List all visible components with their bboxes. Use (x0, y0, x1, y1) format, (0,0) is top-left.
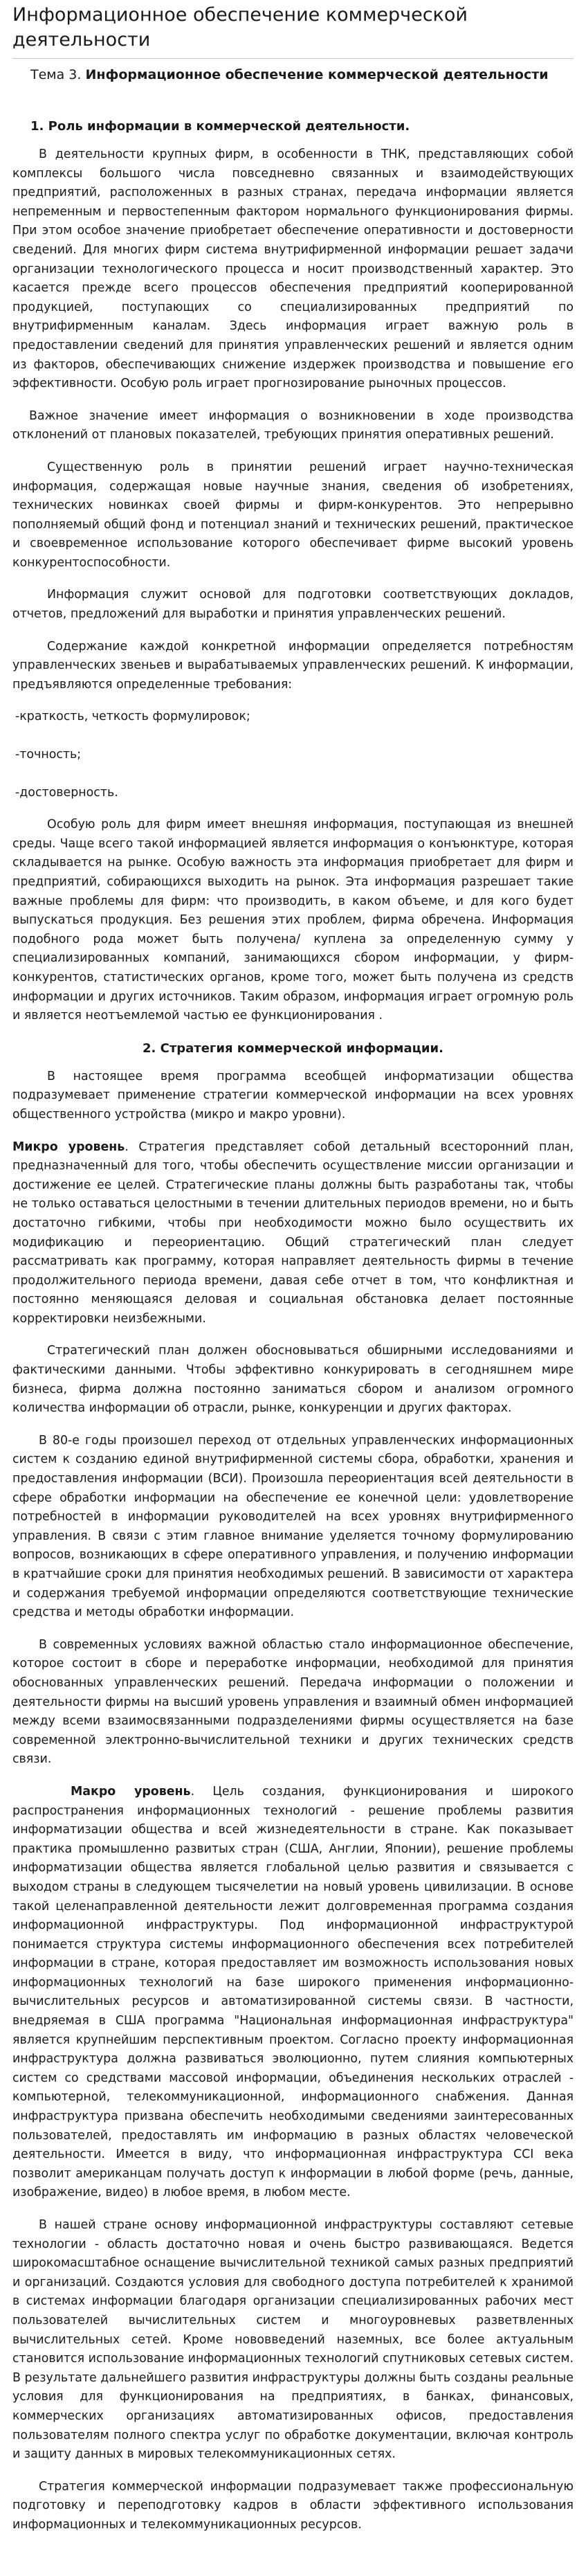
topic-prefix: Тема 3. (30, 67, 86, 82)
paragraph: Особую роль для фирм имеет внешняя информация, поступающая из внешней среды. Чаще всего такой информацией является информация о конъюнктуре, которая складывается на рынке. Особую важность эта информация приобретает для фирм и предприятий, собирающихся выходить на рынок. Эта информация разрешает такие важные проблемы для фирм: что производить, в каком объеме, и для кого будет выпускаться продукция. Без решения этих проблем, фирма обречена. Информация подобного рода может быть получена/ куплена за определенную сумму у специализированных компаний, занимающихся сбором информации, у фирм-конкурентов, статистических органов, кроме того, может быть получена из средств информации и других источников. Таким образом, информация играет огромную роль и является неотъемлемой частью ее функционирования . (12, 818, 574, 1023)
macro-level-term: Макро уровень (71, 1784, 191, 1799)
section-heading-2: 2. Стратегия коммерческой информации. (142, 1041, 443, 1056)
list-item: -краткость, четкость формулировок; (15, 710, 250, 724)
paragraph: В 80-е годы произошел переход от отдельных управленческих информационных систем к созданию единой внутрифирменной системы сбора, обработки, хранения и предоставления информации (ВСИ). Произошла переориентация всей деятельности в сфере обработки информации на обеспечение ее конечной цели: удовлетворение потребностей в информации руководителей на всех уровнях внутрифирменного управления. В связи с этим главное внимание уделяется точному формулированию вопросов, возникающих в сфере оперативного управления, и получению информации в кратчайшие сроки для принятия необходимых решений. В зависимости от характера и содержания требуемой информации определяются соответствующие технические средства и методы обработки информации. (12, 1433, 574, 1620)
topic-line (30, 66, 574, 84)
page-title: Информационное обеспечение коммерческой деятельности (12, 0, 574, 59)
paragraph: Стратегический план должен обосновываться обширными исследованиями и фактическими данными. Чтобы эффективно конкурировать в сегодняшнем мире бизнеса, фирма должна постоянно заниматься сбором и анализом огромного количества информации об отрасли, рынке, конкуренции и других факторах. (12, 1344, 574, 1416)
requirements-list (12, 708, 574, 802)
paragraph: Информация служит основой для подготовки соответствующих докладов, отчетов, предложений для выработки и принятия управленческих решений. (12, 588, 574, 622)
macro-level-text: . Цель создания, функционирования и широкого распространения информационных технологий - решение проблемы развития информатизации общества и всей жизнедеятельности в стране. Как показывает практика промышленно развитых стран (США, Англии, Японии), решение проблемы информатизации общества является глобальной целью развития и связывается с выходом страны в следующем тысячелетии на новый уровень цивилизации. В основе такой целенаправленной деятельности лежит долговременная программа создания информационной инфраструктуры. Под информационной инфраструктурой понимается структура системы информационного обеспечения всех потребителей информации в стране, которая предоставляет им возможность использования новых информационных технологий на базе широкого применения информационно-вычислительных ресурсов и автоматизированной системы связи. В частности, внедряемая в США программа "Национальная информационная инфраструктура" является крупнейшим перспективным проектом. Согласно проекту информационная инфраструктура должна развиваться эволюционно, путем слияния компьютерных систем со средствами массовой информации, объединения нескольких отраслей - компьютерной, телекоммуникационной, информационного снабжения. Данная инфраструктура призвана обеспечить необходимыми сведениями заинтересованных пользователей, предоставлять им информацию в разных областях человеческой деятельности. Имеется в виду, что информационная инфраструктура CCI века позволит американцам получать доступ к информации в любой форме (речь, данные, изображение, видео) в любое время, в любом месте. (12, 1784, 574, 2200)
paragraph: Важное значение имеет информация о возникновении в ходе производства отклонений от плановых показателей, требующих принятия оперативных решений. (12, 408, 574, 442)
section-heading-1: 1. Роль информации в коммерческой деятельности. (30, 119, 410, 134)
topic-title: Информационное обеспечение коммерческой деятельности (85, 67, 549, 82)
paragraph-micro-level (12, 1138, 574, 1329)
list-item: -точность; (15, 748, 82, 762)
paragraph: В деятельности крупных фирм, в особенности в ТНК, представляющих собой комплексы большого числа повседневно связанных и взаимодействующих предприятий, расположенных в разных странах, передача информации является непременным и первостепенным фактором нормального функционирования фирмы. При этом особое значение приобретает обеспечение оперативности и достоверности сведений. Для многих фирм система внутрифирменной информации решает задачи организации технологического процесса и носит производственный характер. Это касается прежде всего процессов обеспечения предприятий кооперированной продукцией, поступающих со специализированных предприятий по внутрифирменным каналам. Здесь информация играет важную роль в предоставлении сведений для принятия управленческих решений и является одним из факторов, обеспечивающих снижение издержек производства и повышение его эффективности. Особую роль играет прогнозирование рыночных процессов. (12, 147, 574, 391)
list-item: -достоверность. (15, 785, 118, 800)
paragraph: Содержание каждой конкретной информации определяется потребностям управленческих звеньев и вырабатываемых управленческих решений. К информации, предъявляются определенные требования: (12, 639, 574, 692)
paragraph: В настоящее время программа всеобщей информатизации общества подразумевает применение стратегии коммерческой информации на всех уровнях общественного устройства (микро и макро уровни). (12, 1069, 574, 1122)
paragraph: Стратегия коммерческой информации подразумевает также профессиональную подготовку и переподготовку кадров в области эффективного использования информационных и телекоммуникационных ресурсов. (12, 2479, 574, 2532)
paragraph: В нашей стране основу информационной инфраструктуры составляют сетевые технологии - область достаточно новая и очень быстро развивающаяся. Ведется широкомасштабное оснащение вычислительной техникой самых разных предприятий и организаций. Создаются условия для свободного доступа потребителей к хранимой в системах информации благодаря организации специализированных рабочих мест пользователей вычислительных систем и многоуровневых разветвленных вычислительных сетей. Кроме нововведений наземных, все более актуальным становится использование информационных технологий спутниковых сетевых систем. В результате дальнейшего развития инфраструктуры должны быть созданы реальные условия для функционирования на предприятиях, в банках, финансовых, коммерческих организациях автоматизированных офисов, предоставления пользователям полного спектра услуг по обработке документации, включая контроль и защиту данных в мировых телекоммуникационных сетях. (12, 2218, 574, 2462)
paragraph: В современных условиях важной областью стало информационное обеспечение, которое состоит в сборе и переработке информации, необходимой для принятия обоснованных управленческих решений. Передача информации о положении и деятельности фирмы на высший уровень управления и взаимный обмен информацией между всеми взаимосвязанными подразделениями фирмы осуществляется на базе современной электронно-вычислительной техники и других технических средств связи. (12, 1637, 574, 1767)
micro-level-term: Микро уровень (12, 1140, 125, 1154)
paragraph: Существенную роль в принятии решений играет научно-техническая информация, содержащая новые научные знания, сведения об изобретениях, технических новинках своей фирмы и фирм-конкурентов. Это непрерывно пополняемый общий фонд и потенциал знаний и технических решений, практическое и своевременное использование которого обеспечивает фирме высокий уровень конкурентоспособности. (12, 460, 574, 570)
micro-level-text: . Стратегия представляет собой детальный всесторонний план, предназначенный для того, чтобы обеспечить осуществление миссии организации и достижение ее целей. Стратегические планы должны быть разработаны так, чтобы не только оставаться целостными в течении длительных периодов времени, но и быть достаточно гибкими, чтобы при необходимости можно было осуществить их модификацию и переориентацию. Общий стратегический план следует рассматривать как программу, которая направляет деятельность фирмы в течение продолжительного периода времени, давая себе отчет в том, что конфликтная и постоянно меняющаяся деловая и социальная обстановка делает постоянные корректировки неизбежными. (12, 1140, 574, 1326)
paragraph-macro-level (12, 1783, 574, 2203)
